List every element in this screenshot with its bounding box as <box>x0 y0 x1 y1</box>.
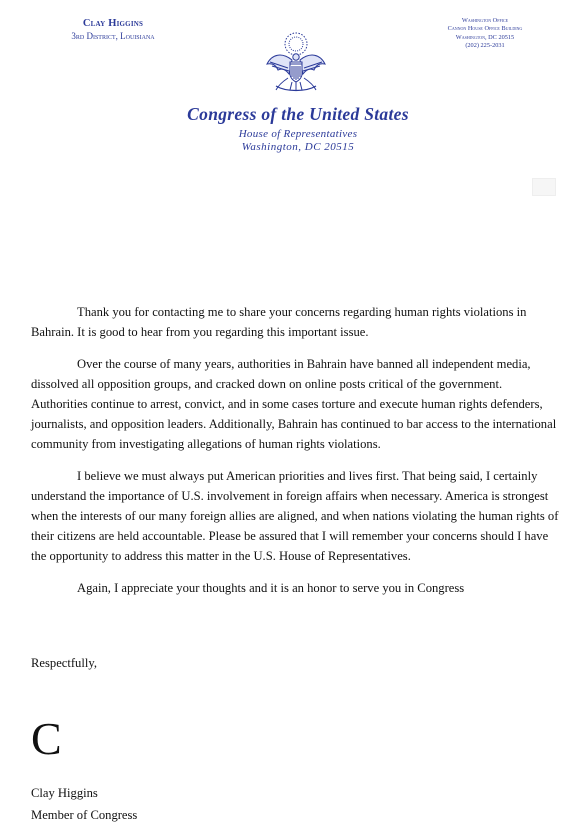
letterhead-house: House of Representatives <box>238 128 358 140</box>
office-phone: (202) 225-2031 <box>465 41 505 49</box>
letter-paragraph: Again, I appreciate your thoughts and it is an honor to serve you in Congress <box>77 581 465 595</box>
member-name: Clay Higgins <box>82 18 144 29</box>
house-eagle-seal-icon <box>262 30 330 98</box>
letter-paragraph: Over the course of many years, authorities in Bahrain have banned all independent media, dissolved all opposition groups, and cracked down on online posts critical of the government. Authorities continue to arrest, convict, and in some cases torture and execute human rights defenders, journalists, and opposition leaders. Additionally, Bahrain has continued to bar access to the international community from investigating allegations of human rights violations. <box>31 357 557 451</box>
letter-paragraph: Thank you for contacting me to share your concerns regarding human rights violations in Bahrain. It is good to hear from you regarding this important issue. <box>31 305 527 339</box>
office-city: Washington, DC 20515 <box>455 33 515 41</box>
member-header <box>38 18 188 41</box>
member-district: 3rd District, Louisiana <box>71 31 155 41</box>
letterhead-title <box>180 104 416 153</box>
letterhead-congress: Congress of the United States <box>187 104 409 124</box>
office-building: Cannon House Office Building <box>447 25 523 33</box>
faint-mark <box>532 178 556 196</box>
office-address <box>432 17 538 50</box>
letterhead-city: Washington, DC 20515 <box>241 141 355 153</box>
letter-closing: Respectfully, <box>31 656 97 670</box>
letter-body <box>31 302 561 610</box>
office-title: Washington Office <box>461 17 509 24</box>
signer-block <box>31 782 137 826</box>
signer-title: Member of Congress <box>31 808 138 822</box>
signature: C <box>31 713 62 764</box>
signer-name: Clay Higgins <box>31 786 98 800</box>
letter-paragraph: I believe we must always put American priorities and lives first. That being said, I certainly understand the importance of U.S. involvement in foreign affairs when necessary. America is strongest when the interests of our many foreign allies are aligned, and when nations violating the human rights of their citizens are held accountable. Please be assured that I will remember your concerns should I have the opportunity to address this matter in the U.S. House of Representatives. <box>31 469 559 563</box>
